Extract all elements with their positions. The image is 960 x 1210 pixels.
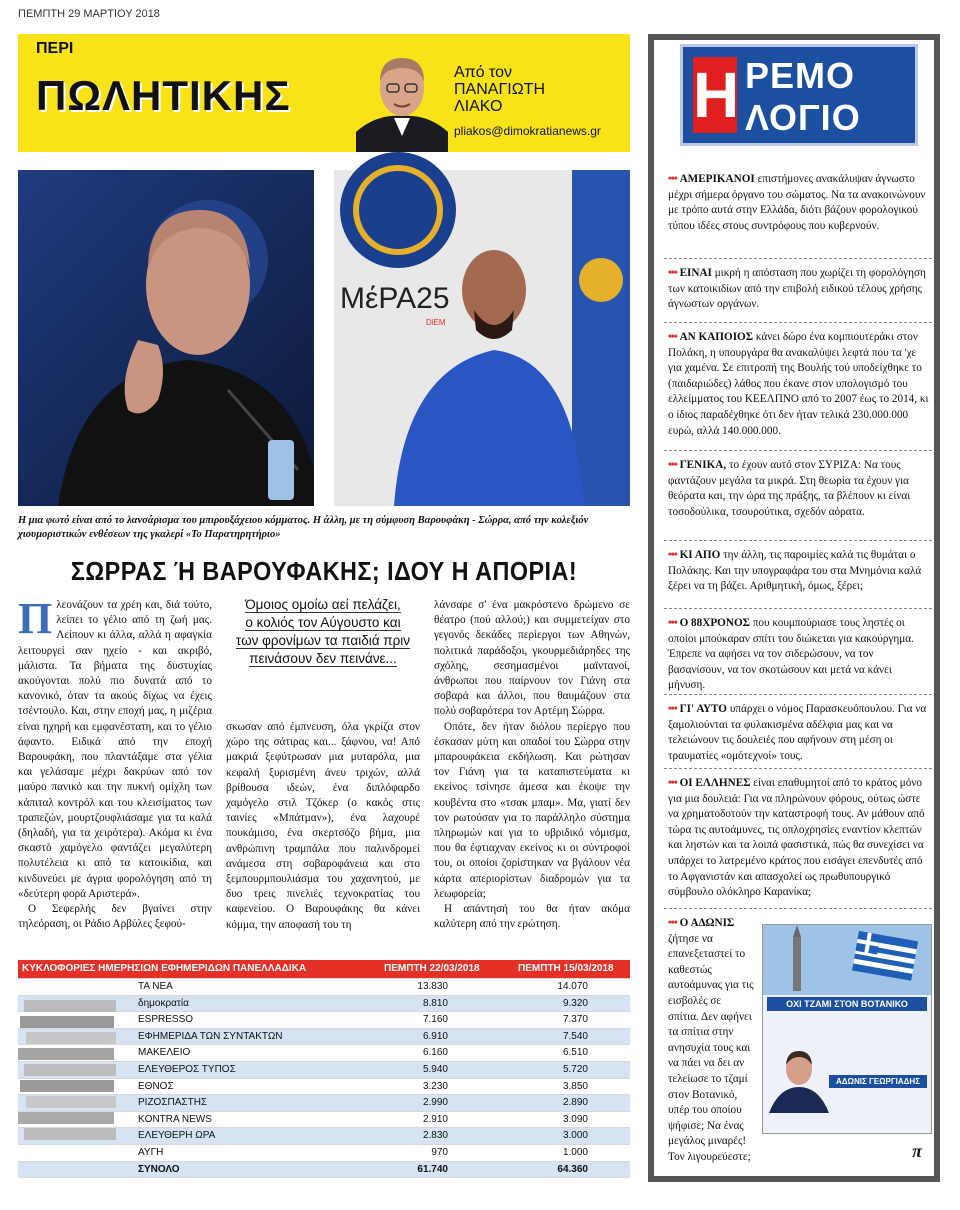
bullet-dots: ••• <box>668 917 677 929</box>
item-lead: ΚΙ ΑΠΟ <box>679 549 721 561</box>
article-paragraph: σκωσαν από έμπνευση, όλα γκρίζα στον χώρο της σάτιρας και... ξάφνου, να! Από μακριά ξεφύτρωσαν μια μυταρόλα, μια κεφαλή ξυρισμένη άνευ τριχών, αλλά βρίθουσα ιδεών, ένα διπλόφαρδο χαμόγελο στιλ Τζόκερ (ο κακός στις ταινίες «Μπάτμαν»), ένα λαχουρέ πουκάμισο, ένα σκερτσόζο βήμα, μια ανθρώπινη τραμπάλα που παλινδρομεί ανάμεσα στη σοβαροφάνεια και στο ξεμπουρμπουλιάσμα του χαχανητού, με δυο τρεις πινελιές τεχνοκρατίας του καφενείου. Ο Βαρουφάκης θα κάνει κόμμα, την αποφασή του τη <box>226 721 420 931</box>
table-col-1-header: ΠΕΜΠΤΗ 22/03/2018 <box>384 963 480 974</box>
bullet-dots: ••• <box>668 777 677 789</box>
article-paragraph: λεονάζουν τα χρέη και, διά τούτο, λείπει το γέλιο από τη ζωή μας. Λείπουν κι άλλα, αλλά η αφαγκία λειτουργεί σαν ηχείο - και ακριβό, μάλιστα. Τα βήματα της δυστυχίας ακούγονται πολύ πιο δυνατά από το κανονικό, όταν τα ακούς δίχως να έχεις τσέντουλο. Και, στην εποχή μας, η μιζέρια είναι ηχηρή και εμφανέστατη, και το γέλιο άφαντο. Ειδικά από την εποχή Βαρουφάκη, που πλαντάξαμε στα γέλια και γελάσαμε μέχρι δακρύων από τον μαύρο πανικό και την πυκνή ομίχλη των κάπιταλ κοντρόλ και του κλεισίματος των τραπεζών, μουρτζουφλιάσαμε για τα καλά (δηλαδή, για τα χειρότερα). Ακόμα κι ένα σκαστό χαμόγελο φαντάζει μεγαλύτερη πολυτέλεια κι από τα κατοικίδια, και κινδυνεύει με άγρια φορολόγηση από τη «δεύτερη φορά Αριστερά». <box>18 599 212 900</box>
item-text: κάνει δώρο ένα κομπιουτεράκι στον Πολάκη, η υπουργάρα θα ανακαλύψει λεφτά που τα 'χε για χαμένα. Σε επιτροπή της Βουλής τού υποδείχθηκε το (παιδαριώδες) λάθος που έκανε στον υπολογισμό του ελλείμματος του ΚΕΕΛΠΝΟ από το 2007 έως το 2014, κι ο ίδιος παραδέχθηκε ότι δεν ήταν τελικά 230.000.000 ευρώ, αλλά 140.000.000. <box>668 331 929 437</box>
circulation-value: 6.910 <box>422 1030 448 1042</box>
item-lead: ΟΙ ΕΛΛΗΝΕΣ <box>679 777 751 789</box>
bullet-dots: ••• <box>668 173 677 185</box>
table-title: ΚΥΚΛΟΦΟΡΙΕΣ ΗΜΕΡΗΣΙΩΝ ΕΦΗΜΕΡΙΔΩΝ ΠΑΝΕΛΛΑΔΙΚΑ <box>22 963 307 974</box>
article-paragraph: Ο Σεφερλής δεν βγαίνει στην τηλεόραση, οι Ράδιο Αρβύλες ξεφού- <box>18 903 212 931</box>
article-column-3 <box>434 598 630 932</box>
bullet-dots: ••• <box>668 267 677 279</box>
photo-varoufakis-mera25 <box>334 170 630 506</box>
sidebar-remologio <box>648 34 940 1182</box>
item-separator <box>664 450 932 451</box>
table-header <box>18 960 630 979</box>
pull-quote: Όμοιος ομοίω αεί πελάζει, ο κολιός τον Αύγουστο και των φρονίμων τα παιδιά πριν πεινάσουν δεν πεινάνε... <box>235 597 411 666</box>
article-paragraph: λάνσαρε σ' ένα μακρόστενο δρώμενο σε θέατρο (πού αλλού;) και συμμετείχαν στο γεγονός δεκάδες περίεργοι των Αθηνών, πολιτικά παράδοξοι, γκουρμεδιάρηδες της σχόλης, σεσημασμένοι μαϊντανοί, άνθρωποι που παίρνουν τον Γιάνη στα σοβαρά και άλλοι, που θαυμάζουν στα πολύ σοβαρότερα τον Αρτέμη Σώρρα. <box>434 599 630 718</box>
column-banner <box>18 34 630 152</box>
advert-title: ΟΧΙ ΤΖΑΜΙ ΣΤΟΝ ΒΟΤΑΝΙΚΟ <box>767 997 927 1011</box>
logo-letter: Η <box>693 59 740 131</box>
column-signoff: π <box>912 1141 922 1161</box>
sidebar-item <box>668 548 930 595</box>
sidebar-item <box>668 776 930 901</box>
newspaper-name: ΡΙΖΟΣΠΑΣΤΗΣ <box>138 1097 208 1109</box>
circulation-value: 2.830 <box>422 1130 448 1142</box>
circulation-value: 2.890 <box>562 1097 588 1109</box>
photo-varoufakis-speaking <box>18 170 314 506</box>
article-paragraph: Οπότε, δεν ήταν διόλου περίεργο που έσκασαν μύτη και οπαδοί του Σώρρα στην μπαρουφάκεια εκδήλωση. Και ρώτησαν τον Γιάνη για τα καταπιστεύματα κι εκείνος τσίνησε άμεσα και έκοψε την κουβέντα στο «τσακ μπαμ». Μα, γιατί δεν τον ρωτούσαν για το παράλληλο σύστημα πληρωμών και για το υβριδικό νόμισμα, που θα έφτιαχναν εκείνος κι οι σύντροφοί του, οι οποίοι ζορίστηκαν να βγάλουν νέα κάρτα απεριορίστων διαδρομών για τα λεωφορεία; <box>434 720 630 900</box>
item-text: υπάρχει ο νόμος Παρασκευόπουλου. Για να ξαμολιούνται τα φυλακισμένα αδέλφια μας και να τελειώνουν τις δουλειές που αφήνουν στη μέση οι τραυματίες «ομότεχνοί» τους. <box>668 703 927 762</box>
circulation-value: 3.090 <box>562 1113 588 1125</box>
newspaper-name: ΕΘΝΟΣ <box>138 1080 174 1092</box>
newspaper-name: ΕΦΗΜΕΡΙΔΑ ΤΩΝ ΣΥΝΤΑΚΤΩΝ <box>138 1030 283 1042</box>
circulation-value: 970 <box>431 1146 448 1158</box>
page-date: ΠΕΜΠΤΗ 29 ΜΑΡΤΙΟΥ 2018 <box>18 8 160 20</box>
article-column-1 <box>18 594 212 932</box>
bullet-dots: ••• <box>668 459 677 471</box>
sidebar-item <box>668 458 930 520</box>
item-lead: Ο ΑΔΩΝΙΣ <box>679 917 735 929</box>
circulation-value: 13.830 <box>417 981 448 992</box>
sidebar-item <box>668 616 930 694</box>
photo-caption: Η μια φωτό είναι από το λανσάρισμα του μπιρουξάχειου κόμματος. Η άλλη, με τη σύμφυση Βαρουφάκη - Σώρρα, από την κολεξιόν χιουμοριστικών ενθέσεων της γκαλερί «Το Παρατηρητήριο» <box>18 515 589 540</box>
drop-cap: Π <box>18 594 53 643</box>
sidebar-item <box>668 330 930 439</box>
item-lead: ΑΝ ΚΑΠΟΙΟΣ <box>679 331 754 343</box>
sidebar-item <box>668 702 930 764</box>
advert-no-mosque <box>762 924 932 1134</box>
item-lead: ΓΕΝΙΚΑ, <box>679 459 727 471</box>
newspaper-name: ΕΛΕΥΘΕΡΗ ΩΡΑ <box>138 1130 216 1142</box>
newspaper-stack-image <box>18 990 118 1160</box>
item-separator <box>664 694 932 695</box>
item-text: είναι επαθυμητοί από το κράτος μόνο για μια δουλειά: Για να πληρώνουν φόρους, ούτως ώστε να χρηματοδοτούν την καταστροφή τους. Αν μάθουν από τώρα τις αυτοάμυνες, τις οπλοχρησίες εναντίον κλεπτών και ληστών και τα λοιπά φασιστικά, πώς θα συνεχίσει να υπάρχει το λατρεμένο κράτος που εισάγει επενδυτές από το Αφγανιστάν και απασχολεί ως πρωθυπουργικό σύμβουλο ολόκληρο Καρανίκα; <box>668 777 925 899</box>
article-headline: ΣΩΡΡΑΣ Ή ΒΑΡΟΥΦΑΚΗΣ; ΙΔΟΥ Η ΑΠΟΡΙΑ! <box>70 556 578 586</box>
bullet-dots: ••• <box>668 331 677 343</box>
item-separator <box>664 908 932 909</box>
circulation-value: 7.160 <box>422 1014 448 1026</box>
author-portrait <box>356 44 448 152</box>
item-separator <box>664 608 932 609</box>
item-text: επιστήμονες ανακάλυψαν άγνωστο μέχρι σήμερα όργανο του σώματος. Να τα ανακοινώνουν με τρόπο αυτά στην Ελλάδα, διότι βάζουν φορολογικού τύπου ιδέες στους συντρόφους που κυβερνούν. <box>668 173 926 232</box>
circulation-value: 7.540 <box>562 1030 588 1042</box>
circulation-table <box>18 960 630 1178</box>
circulation-value: 61.740 <box>417 1163 448 1175</box>
item-lead: ΑΜΕΡΙΚΑΝΟΙ <box>679 173 755 185</box>
item-text: ζήτησε να επανεξεταστεί το καθεστώς αυτοάμυνας για τις εισβολές σε σπίτια. Δεν αφήνει τα σπίτια στην ανησυχία τους και να πάει να δει αν τελείωσε το τζαμί στον Βοτανικό, υπέρ του οποίου ψήφισε; Να ένας μεγάλος μιναρές! Τον λιγουρεύεστε; <box>668 932 754 1163</box>
circulation-value: 5.720 <box>562 1063 588 1075</box>
circulation-value: 7.370 <box>562 1014 588 1026</box>
newspaper-name: ΜΑΚΕΛΕΙΟ <box>138 1047 191 1059</box>
item-text: το έχουν αυτό στον ΣΥΡΙΖΑ: Να τους φαντάζουν μεγάλα τα μικρά. Στη θεωρία τα έχουν για θεόρατα και, την ώρα της πράξης, τα βλέπουν κι είναι τοσοδούλικα, τσουρούτικα, σχεδόν αόρατα. <box>668 459 911 518</box>
mera25-logo-text: ΜέΡΑ25 <box>340 282 450 315</box>
article-paragraph: Η απάντησή του θα ήταν ακόμα καλύτερη από την ερώτηση. <box>434 903 630 931</box>
newspaper-name: ΕΛΕΥΘΕΡΟΣ ΤΥΠΟΣ <box>138 1063 236 1075</box>
author-byline: Από τον ΠΑΝΑΓΙΩΤΗ ΛΙΑΚΟ <box>454 64 545 115</box>
item-text: που κουμπούριασε τους ληστές οι οποίοι μπούκαραν σπίτι του διώκεται για κακούργημα. Έπρεπε να αφήσει να τον σιδερώσουν, να τον βασανίσουν, να τον σκοτώσουν και μετά να κάνει μήνυση. <box>668 617 914 692</box>
bullet-dots: ••• <box>668 549 677 561</box>
circulation-value: 3.230 <box>422 1080 448 1092</box>
circulation-value: 6.160 <box>422 1047 448 1059</box>
newspaper-name: ESPRESSO <box>138 1014 194 1026</box>
advert-portrait <box>769 1043 829 1113</box>
newspaper-name: ΤΑ ΝΕΑ <box>138 981 173 992</box>
circulation-value: 5.940 <box>422 1063 448 1075</box>
circulation-value: 3.850 <box>562 1080 588 1092</box>
advert-name: ΑΔΩΝΙΣ ΓΕΩΡΓΙΑΔΗΣ <box>829 1075 927 1088</box>
circulation-value: 2.990 <box>422 1097 448 1109</box>
circulation-value: 3.000 <box>562 1130 588 1142</box>
newspaper-name: ΑΥΓΗ <box>138 1146 164 1158</box>
banner-peri: ΠΕΡΙ <box>36 40 74 57</box>
circulation-value: 2.910 <box>422 1113 448 1125</box>
table-row <box>18 1162 630 1179</box>
newspaper-name: KONTRA NEWS <box>138 1113 212 1125</box>
circulation-value: 9.320 <box>562 997 588 1009</box>
item-lead: ΓΙ' ΑΥΤΟ <box>679 703 728 715</box>
item-separator <box>664 540 932 541</box>
item-text: μικρή η απόσταση που χωρίζει τη φορολόγηση των κατοικιδίων από την επιβολή ειδικού τέλους χρήσης άγνωστων οργάνων. <box>668 267 926 311</box>
item-separator <box>664 768 932 769</box>
author-email[interactable]: pliakos@dimokratianews.gr <box>454 124 601 138</box>
circulation-value: 64.360 <box>557 1163 588 1175</box>
sidebar-item <box>668 172 930 234</box>
circulation-value: 14.070 <box>557 981 588 992</box>
article-column-2 <box>226 720 420 933</box>
newspaper-name: δημοκρατία <box>138 997 189 1009</box>
circulation-value: 8.810 <box>422 997 448 1009</box>
bullet-dots: ••• <box>668 617 677 629</box>
newspaper-name: ΣΥΝΟΛΟ <box>138 1163 180 1175</box>
circulation-value: 6.510 <box>562 1047 588 1059</box>
remologio-logo <box>680 44 918 146</box>
item-lead: Ο 88ΧΡΟΝΟΣ <box>679 617 750 629</box>
diem-logo-text: DiEM <box>426 318 446 327</box>
circulation-value: 1.000 <box>562 1146 588 1158</box>
logo-line-1: ΡΕΜΟ <box>745 55 856 96</box>
sidebar-item <box>668 916 754 1163</box>
sidebar-item <box>668 266 930 313</box>
banner-title: ΠΩΛΗΤΙΚΗΣ <box>36 72 291 119</box>
item-lead: ΕΙΝΑΙ <box>679 267 712 279</box>
item-text: την άλλη, τις παροιμίες καλά τις θυμάται ο Πολάκης. Και την υπογραφάρα του στα Μνημόνια καλά ξέρει να τη βάζει. Αριθμητική, όμως, ξέρει; <box>668 549 922 593</box>
logo-line-2: ΛΟΓΙΟ <box>745 97 861 138</box>
bullet-dots: ••• <box>668 703 677 715</box>
table-col-2-header: ΠΕΜΠΤΗ 15/03/2018 <box>518 963 614 974</box>
item-separator <box>664 258 932 259</box>
item-separator <box>664 322 932 323</box>
